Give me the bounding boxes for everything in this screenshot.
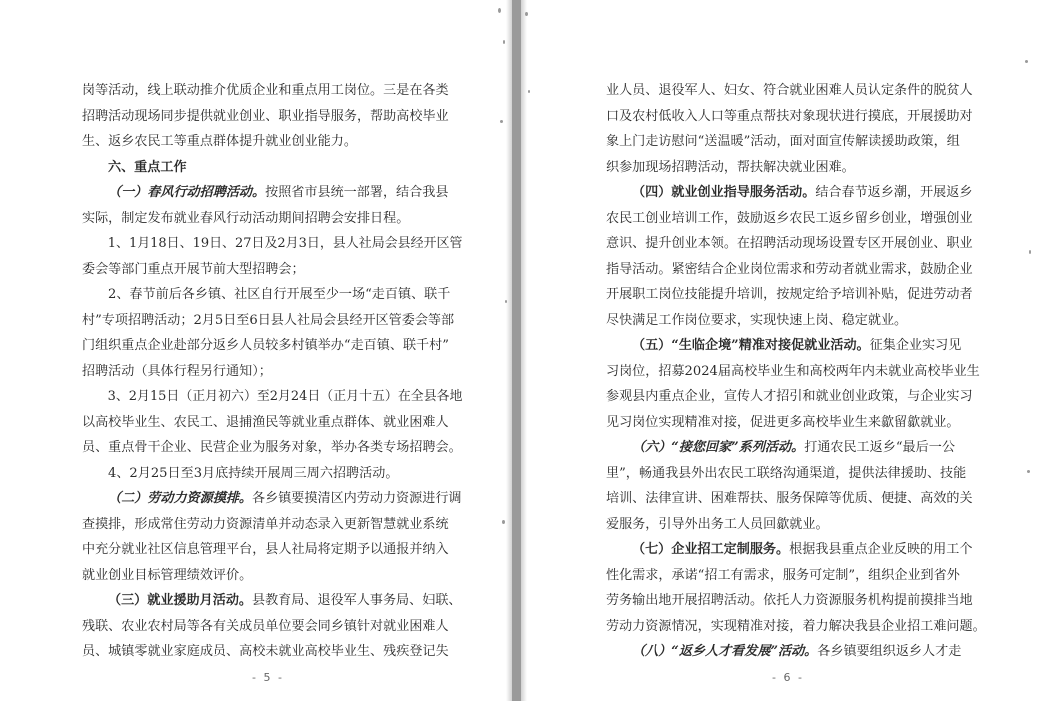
section-heading: 六、重点工作 — [108, 159, 187, 175]
item-heading: （一）春风行动招聘活动。 — [108, 185, 266, 200]
text-line: 实际，制定发布就业春风行动活动期间招聘会安排日程。 — [82, 210, 410, 226]
text-line: 象上门走访慰问“送温暖”活动，面对面宣传解读援助政策，组 — [606, 134, 960, 149]
section-heading-wrap — [82, 155, 462, 181]
text-line: 中充分就业社区信息管理平台，县人社局将定期予以通报并纳入 — [82, 542, 449, 557]
text-line: 生、返乡农民工等重点群体提升就业创业能力。 — [82, 134, 357, 149]
page-edge-shadow — [521, 0, 527, 701]
scan-speck — [498, 8, 501, 13]
scan-speck — [505, 300, 507, 303]
page-gutter — [512, 0, 521, 701]
text-line: 3、2月15日（正月初六）至2月24日（正月十五）在全县各地 — [107, 389, 463, 404]
text-line: 1、1月18日、19日、27日及2月3日，县人社局会县经开区管 — [107, 236, 463, 251]
paragraph — [606, 333, 1008, 435]
item-heading: （五）“生临企境”精准对接促就业活动。 — [632, 338, 870, 353]
text-line: 4、2月25日至3月底持续开展周三周六招聘活动。 — [108, 465, 399, 481]
text-line: 见习岗位实现精准对接，促进更多高校毕业生来歙留歙就业。 — [606, 414, 960, 430]
text-line: 爱服务，引导外出务工人员回歙就业。 — [606, 516, 829, 532]
text-line: 查摸排，形成常住劳动力资源清单并动态录入更新智慧就业系统 — [82, 516, 449, 532]
paragraph — [82, 384, 462, 461]
paragraph — [82, 180, 462, 231]
paragraph — [606, 78, 1008, 180]
text-run: 结合春节返乡潮，开展返乡 — [815, 185, 973, 200]
text-line: 劳务输出地开展招聘活动。依托人力资源服务机构提前摸排当地 — [606, 593, 973, 608]
scan-speck — [525, 12, 528, 16]
scan-speck — [1027, 470, 1030, 473]
document-page-right — [521, 0, 1038, 701]
scan-speck — [528, 90, 530, 93]
text-line: 门组织重点企业赴部分返乡人员较多村镇举办“走百镇、联千村” — [82, 338, 449, 353]
text-line: 参观县内重点企业，宣传人才招引和就业创业政策，与企业实习 — [606, 389, 973, 404]
scan-speck — [502, 520, 505, 524]
text-line: 就业创业目标管理绩效评价。 — [82, 567, 253, 583]
text-line: 2、春节前后各乡镇、社区自行开展至少一场“走百镇、联千 — [108, 287, 451, 302]
paragraph — [82, 78, 462, 155]
paragraph — [606, 639, 1008, 665]
paragraph — [606, 537, 1008, 639]
text-line: 口及农村低收入人口等重点帮扶对象现状进行摸底，开展援助对 — [606, 108, 973, 124]
text-line: 习岗位，招募2024届高校毕业生和高校两年内未就业高校毕业生 — [606, 363, 980, 379]
text-line: 村”专项招聘活动；2月5日至6日县人社局会县经开区管委会等部 — [82, 312, 455, 328]
text-line: 员、城镇零就业家庭成员、高校未就业高校毕业生、残疾登记失 — [82, 644, 449, 659]
page-number: - 6 - — [772, 671, 804, 684]
text-run: 打通农民工返乡“最后一公 — [804, 440, 955, 455]
item-heading: （六）“接您回家”系列活动。 — [632, 440, 805, 455]
item-heading: （八）“返乡人才看发展”活动。 — [632, 644, 818, 659]
paragraph — [82, 588, 462, 665]
text-line: 里”，畅通我县外出农民工联络沟通渠道，提供法律援助、技能 — [606, 465, 967, 481]
text-line: 培训、法律宣讲、困难帮扶、服务保障等优质、便捷、高效的关 — [606, 491, 973, 506]
item-heading: （七）企业招工定制服务。 — [632, 542, 790, 557]
text-line: 农民工创业培训工作，鼓励返乡农民工返乡留乡创业，增强创业 — [606, 210, 973, 226]
text-line: 织参加现场招聘活动，帮扶解决就业困难。 — [606, 159, 855, 175]
paragraph — [606, 435, 1008, 537]
text-line: 性化需求，承诺“招工有需求，服务可定制”，组织企业到省外 — [606, 567, 960, 583]
text-line: 以高校毕业生、农民工、退捕渔民等就业重点群体、就业困难人 — [82, 414, 449, 430]
text-line: 开展职工岗位技能提升培训，按规定给予培训补贴，促进劳动者 — [606, 287, 973, 302]
scan-speck — [1029, 250, 1031, 254]
paragraph — [82, 486, 462, 588]
text-run: 各乡镇要组织返乡人才走 — [817, 644, 962, 659]
item-heading: （四）就业创业指导服务活动。 — [632, 185, 816, 200]
page-content — [606, 78, 1008, 665]
text-run: 各乡镇要摸清区内劳动力资源进行调 — [252, 491, 462, 506]
document-page-left — [0, 0, 512, 701]
text-line: 意识、提升创业本领。在招聘活动现场设置专区开展创业、职业 — [606, 236, 973, 251]
scan-speck — [500, 120, 503, 123]
item-heading: （二）劳动力资源摸排。 — [108, 491, 253, 506]
text-run: 按照省市县统一部署，结合我县 — [265, 185, 449, 200]
text-run: 县教育局、退役军人事务局、妇联、 — [252, 593, 462, 608]
text-run: 征集企业实习见 — [869, 338, 962, 353]
scan-speck — [503, 40, 505, 44]
paragraph — [606, 180, 1008, 333]
text-run: 根据我县重点企业反映的用工个 — [789, 542, 973, 557]
paragraph — [82, 282, 462, 384]
text-line: 员、重点骨干企业、民营企业为服务对象，举办各类专场招聘会。 — [82, 440, 462, 455]
paragraph — [82, 461, 462, 487]
text-line: 委会等部门重点开展节前大型招聘会； — [82, 261, 305, 277]
scan-speck — [1025, 60, 1028, 63]
text-line: 尽快满足工作岗位要求，实现快速上岗、稳定就业。 — [606, 312, 908, 328]
page-number: - 5 - — [252, 671, 284, 684]
item-heading: （三）就业援助月活动。 — [108, 593, 253, 608]
text-line: 招聘活动（具体行程另行通知）； — [82, 363, 272, 379]
text-line: 岗等活动，线上联动推介优质企业和重点用工岗位。三是在各类 — [82, 83, 449, 98]
page-content — [82, 78, 462, 665]
text-line: 指导活动。紧密结合企业岗位需求和劳动者就业需求，鼓励企业 — [606, 261, 973, 277]
paragraph — [82, 231, 462, 282]
text-line: 劳动力资源情况，实现精准对接，着力解决我县企业招工难问题。 — [606, 618, 986, 634]
text-line: 业人员、退役军人、妇女、符合就业困难人员认定条件的脱贫人 — [606, 83, 973, 98]
text-line: 招聘活动现场同步提供就业创业、职业指导服务，帮助高校毕业 — [82, 108, 449, 124]
text-line: 残联、农业农村局等各有关成员单位要会同乡镇针对就业困难人 — [82, 618, 449, 634]
